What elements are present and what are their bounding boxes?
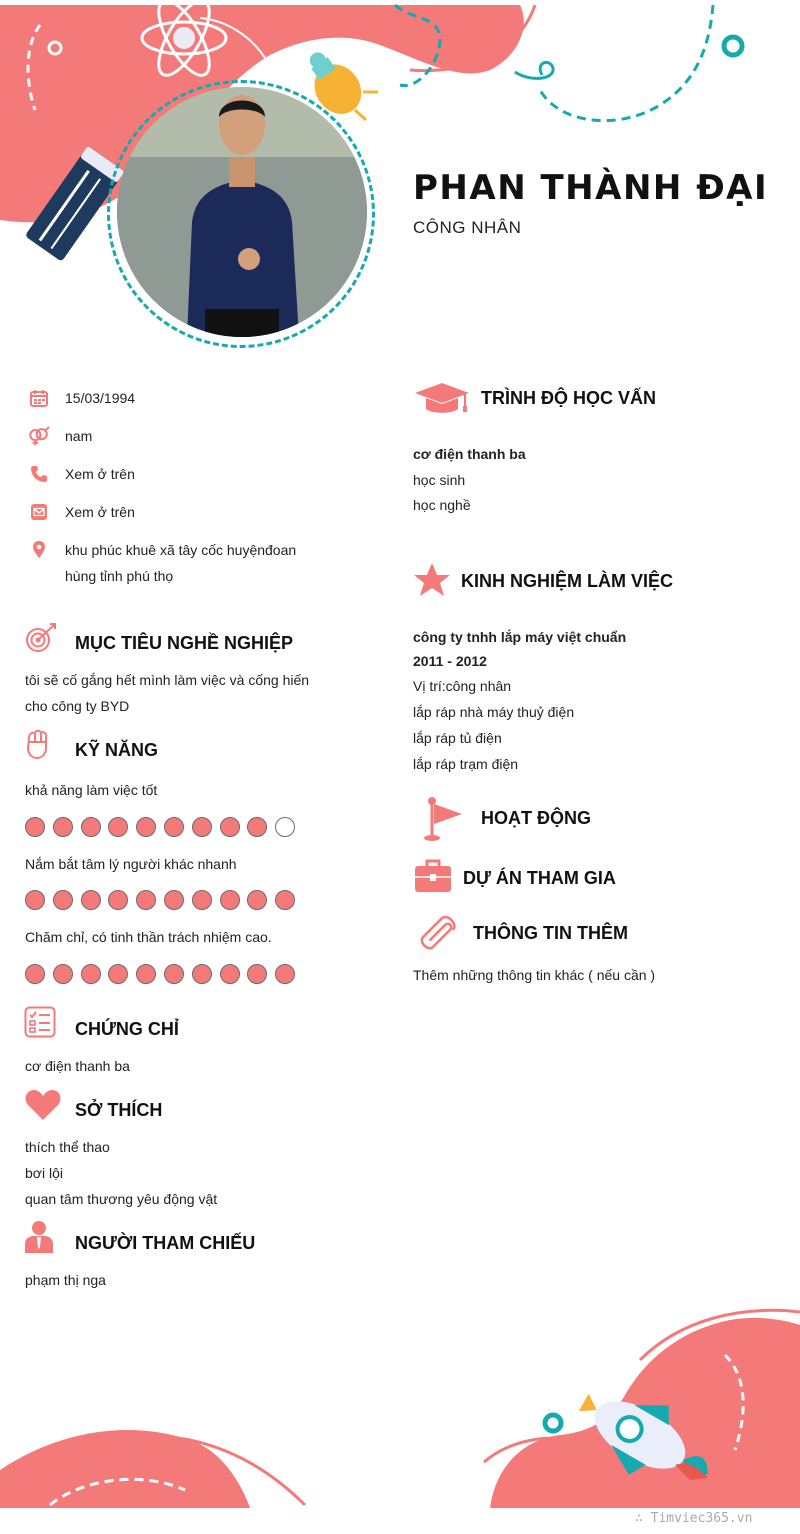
skill-rating-dot <box>275 964 295 984</box>
person-icon <box>24 1220 54 1254</box>
briefcase-icon <box>414 858 452 894</box>
skill-rating-dot <box>164 890 184 910</box>
skill-rating-3 <box>25 964 295 984</box>
skill-rating-dot <box>220 890 240 910</box>
more-info-text: Thêm những thông tin khác ( nếu cần ) <box>413 967 656 983</box>
skill-rating-dot <box>275 817 295 837</box>
objective-title: MỤC TIÊU NGHỀ NGHIỆP <box>75 633 294 653</box>
hobby-1: thích thể thao <box>25 1139 110 1155</box>
skill-name-2: Nắm bắt tâm lý người khác nhanh <box>25 856 237 872</box>
watermark: ∴ Timviec365.vn <box>635 1511 753 1526</box>
skill-rating-dot <box>192 964 212 984</box>
skill-rating-dot <box>192 817 212 837</box>
education-line-1: học sinh <box>413 472 466 488</box>
profile-photo <box>117 87 367 337</box>
checklist-icon <box>24 1006 56 1038</box>
birthdate-text: 15/03/1994 <box>65 390 136 406</box>
skill-name-1: khả năng làm việc tốt <box>25 782 158 798</box>
skill-rating-2 <box>25 890 295 910</box>
skill-rating-dot <box>108 890 128 910</box>
address-text: khu phúc khuê xã tây cốc huyệnđoan hùng tỉnh phú thọ <box>65 542 297 584</box>
experience-company: công ty tnhh lắp máy việt chuẩn <box>413 629 627 645</box>
certificates-title: CHỨNG CHỈ <box>75 1019 179 1039</box>
skill-rating-1 <box>25 817 295 837</box>
contact-address <box>28 539 296 589</box>
location-icon <box>28 539 50 561</box>
skill-rating-dot <box>81 964 101 984</box>
experience-line-2: lắp ráp nhà máy thuỷ điện <box>413 704 575 720</box>
skill-rating-dot <box>25 964 45 984</box>
more-info-title: THÔNG TIN THÊM <box>473 923 628 943</box>
experience-title: KINH NGHIỆM LÀM VIỆC <box>461 571 674 591</box>
skill-rating-dot <box>53 890 73 910</box>
skill-rating-dot <box>247 964 267 984</box>
contact-email <box>28 501 135 525</box>
hobby-2: bơi lội <box>25 1165 63 1181</box>
skill-rating-dot <box>53 817 73 837</box>
job-title: CÔNG NHÂN <box>413 218 522 237</box>
activities-title: HOẠT ĐỘNG <box>481 808 591 828</box>
heart-icon <box>24 1088 62 1122</box>
skill-rating-dot <box>220 964 240 984</box>
graduation-cap-icon <box>414 381 470 415</box>
target-icon <box>24 622 58 654</box>
candidate-name: PHAN THÀNH ĐẠI <box>413 168 769 208</box>
skill-rating-dot <box>192 890 212 910</box>
skill-rating-dot <box>275 890 295 910</box>
experience-period: 2011 - 2012 <box>413 653 487 669</box>
skill-rating-dot <box>108 964 128 984</box>
paperclip-icon <box>416 912 460 952</box>
gender-icon <box>28 425 50 447</box>
skill-rating-dot <box>108 817 128 837</box>
objective-text: tôi sẽ cố gắng hết mình làm việc và cống hiến cho công ty BYD <box>25 672 310 714</box>
education-school: cơ điện thanh ba <box>413 446 526 462</box>
education-line-2: học nghề <box>413 497 471 513</box>
skill-rating-dot <box>247 890 267 910</box>
phone-icon <box>28 463 50 485</box>
skill-rating-dot <box>136 890 156 910</box>
fist-icon <box>24 728 50 760</box>
experience-line-3: lắp ráp tủ điện <box>413 730 502 746</box>
projects-title: DỰ ÁN THAM GIA <box>463 868 616 888</box>
references-text: phạm thị nga <box>25 1272 106 1288</box>
flag-icon <box>420 796 464 842</box>
skill-rating-dot <box>25 890 45 910</box>
skill-rating-dot <box>136 817 156 837</box>
skill-rating-dot <box>25 817 45 837</box>
skill-rating-dot <box>136 964 156 984</box>
experience-line-1: Vị trí:công nhân <box>413 678 512 694</box>
skill-rating-dot <box>53 964 73 984</box>
skills-title: KỸ NĂNG <box>75 740 159 760</box>
contact-gender <box>28 425 92 449</box>
email-icon <box>28 501 50 523</box>
star-icon <box>413 562 451 598</box>
contact-birthdate <box>28 387 135 411</box>
skill-rating-dot <box>247 817 267 837</box>
calendar-icon <box>28 387 50 409</box>
hobbies-title: SỞ THÍCH <box>75 1100 163 1120</box>
certificates-text: cơ điện thanh ba <box>25 1058 130 1074</box>
skill-rating-dot <box>81 890 101 910</box>
skill-rating-dot <box>220 817 240 837</box>
skill-rating-dot <box>164 817 184 837</box>
skill-name-3: Chăm chỉ, có tinh thần trách nhiệm cao. <box>25 929 272 945</box>
references-title: NGƯỜI THAM CHIẾU <box>75 1233 256 1253</box>
skill-rating-dot <box>81 817 101 837</box>
skill-rating-dot <box>164 964 184 984</box>
contact-phone <box>28 463 135 487</box>
gender-text: nam <box>65 428 93 444</box>
phone-text: Xem ở trên <box>65 466 135 482</box>
education-title: TRÌNH ĐỘ HỌC VẤN <box>481 388 656 408</box>
experience-line-4: lắp ráp trạm điện <box>413 756 519 772</box>
hobby-3: quan tâm thương yêu động vật <box>25 1191 218 1207</box>
email-text: Xem ở trên <box>65 504 135 520</box>
